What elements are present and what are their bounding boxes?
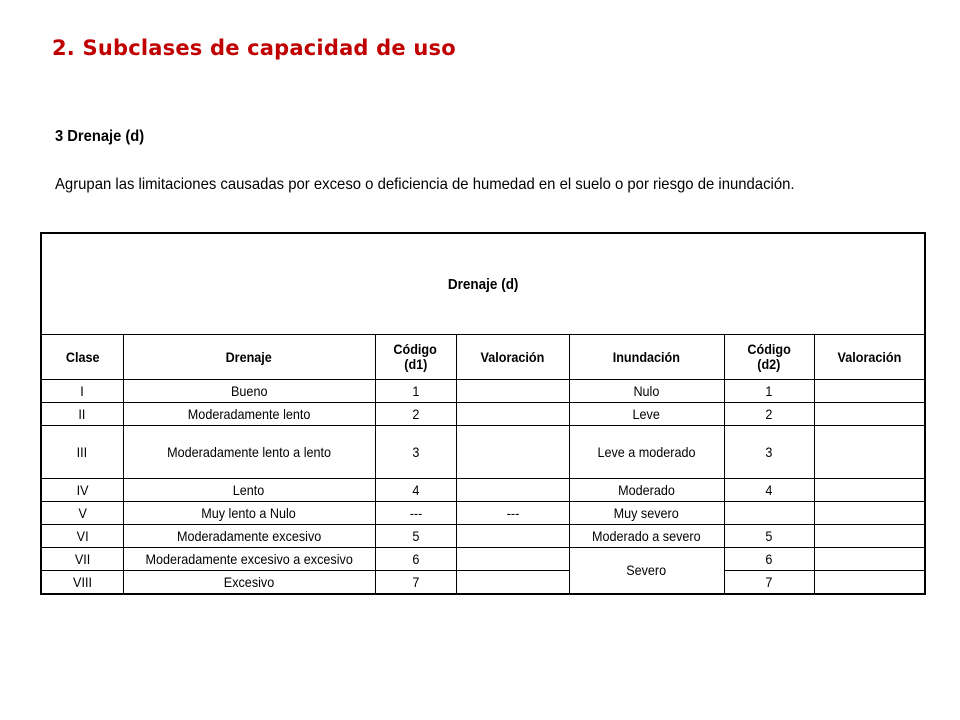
cell-clase: VII bbox=[41, 548, 123, 571]
cell-valoracion-1 bbox=[456, 380, 569, 403]
cell-codigo-d1: 3 bbox=[375, 426, 456, 479]
cell-clase: VIII bbox=[41, 571, 123, 595]
cell-drenaje: Lento bbox=[123, 479, 375, 502]
cell-valoracion-1 bbox=[456, 548, 569, 571]
cell-drenaje: Excesivo bbox=[123, 571, 375, 595]
table-caption: Drenaje (d) bbox=[41, 233, 925, 335]
cell-codigo-d2 bbox=[724, 502, 814, 525]
cell-valoracion-1: --- bbox=[456, 502, 569, 525]
cell-codigo-d1: 7 bbox=[375, 571, 456, 595]
cell-valoracion-1 bbox=[456, 426, 569, 479]
header-clase: Clase bbox=[41, 335, 123, 380]
cell-drenaje: Bueno bbox=[123, 380, 375, 403]
table-row bbox=[41, 380, 925, 403]
table-row bbox=[41, 502, 925, 525]
table-header-row bbox=[41, 335, 925, 380]
cell-codigo-d1: 2 bbox=[375, 403, 456, 426]
cell-valoracion-2 bbox=[814, 479, 925, 502]
cell-inundacion: Leve bbox=[569, 403, 724, 426]
table-caption-row bbox=[41, 233, 925, 335]
cell-codigo-d2: 1 bbox=[724, 380, 814, 403]
table-row bbox=[41, 571, 925, 595]
header-codigo-d1: Código (d1) bbox=[375, 335, 456, 380]
cell-drenaje: Moderadamente lento bbox=[123, 403, 375, 426]
table-row bbox=[41, 403, 925, 426]
cell-codigo-d1: 5 bbox=[375, 525, 456, 548]
cell-valoracion-1 bbox=[456, 571, 569, 595]
cell-codigo-d2: 5 bbox=[724, 525, 814, 548]
slide-title: 2. Subclases de capacidad de uso bbox=[52, 36, 456, 60]
cell-inundacion: Nulo bbox=[569, 380, 724, 403]
cell-codigo-d2: 6 bbox=[724, 548, 814, 571]
drainage-table bbox=[40, 232, 926, 595]
cell-valoracion-2 bbox=[814, 426, 925, 479]
cell-clase: V bbox=[41, 502, 123, 525]
cell-codigo-d1: 1 bbox=[375, 380, 456, 403]
cell-codigo-d1: 6 bbox=[375, 548, 456, 571]
table-row bbox=[41, 426, 925, 479]
table-row bbox=[41, 479, 925, 502]
cell-inundacion: Moderado a severo bbox=[569, 525, 724, 548]
header-codigo-d2: Código (d2) bbox=[724, 335, 814, 380]
cell-inundacion: Muy severo bbox=[569, 502, 724, 525]
cell-clase: II bbox=[41, 403, 123, 426]
table-row bbox=[41, 548, 925, 571]
cell-valoracion-2 bbox=[814, 525, 925, 548]
cell-codigo-d2: 4 bbox=[724, 479, 814, 502]
header-drenaje: Drenaje bbox=[123, 335, 375, 380]
cell-valoracion-2 bbox=[814, 548, 925, 571]
cell-inundacion: Leve a moderado bbox=[569, 426, 724, 479]
header-valoracion-2: Valoración bbox=[814, 335, 925, 380]
cell-valoracion-1 bbox=[456, 525, 569, 548]
cell-clase: III bbox=[41, 426, 123, 479]
cell-codigo-d2: 3 bbox=[724, 426, 814, 479]
cell-drenaje: Moderadamente excesivo a excesivo bbox=[123, 548, 375, 571]
cell-codigo-d1: 4 bbox=[375, 479, 456, 502]
cell-clase: VI bbox=[41, 525, 123, 548]
cell-codigo-d1: --- bbox=[375, 502, 456, 525]
header-valoracion-1: Valoración bbox=[456, 335, 569, 380]
cell-valoracion-1 bbox=[456, 479, 569, 502]
cell-valoracion-1 bbox=[456, 403, 569, 426]
section-heading: 3 Drenaje (d) bbox=[55, 128, 145, 145]
cell-drenaje: Moderadamente lento a lento bbox=[123, 426, 375, 479]
cell-codigo-d2: 2 bbox=[724, 403, 814, 426]
section-description: Agrupan las limitaciones causadas por exceso o deficiencia de humedad en el suelo o por riesgo de inundación. bbox=[55, 176, 795, 193]
header-inundacion: Inundación bbox=[569, 335, 724, 380]
cell-drenaje: Moderadamente excesivo bbox=[123, 525, 375, 548]
cell-valoracion-2 bbox=[814, 380, 925, 403]
cell-codigo-d2: 7 bbox=[724, 571, 814, 595]
cell-drenaje: Muy lento a Nulo bbox=[123, 502, 375, 525]
table-row bbox=[41, 525, 925, 548]
cell-inundacion: Moderado bbox=[569, 479, 724, 502]
cell-valoracion-2 bbox=[814, 571, 925, 595]
cell-valoracion-2 bbox=[814, 502, 925, 525]
cell-inundacion: Severo bbox=[569, 548, 724, 595]
cell-valoracion-2 bbox=[814, 403, 925, 426]
cell-clase: I bbox=[41, 380, 123, 403]
cell-clase: IV bbox=[41, 479, 123, 502]
